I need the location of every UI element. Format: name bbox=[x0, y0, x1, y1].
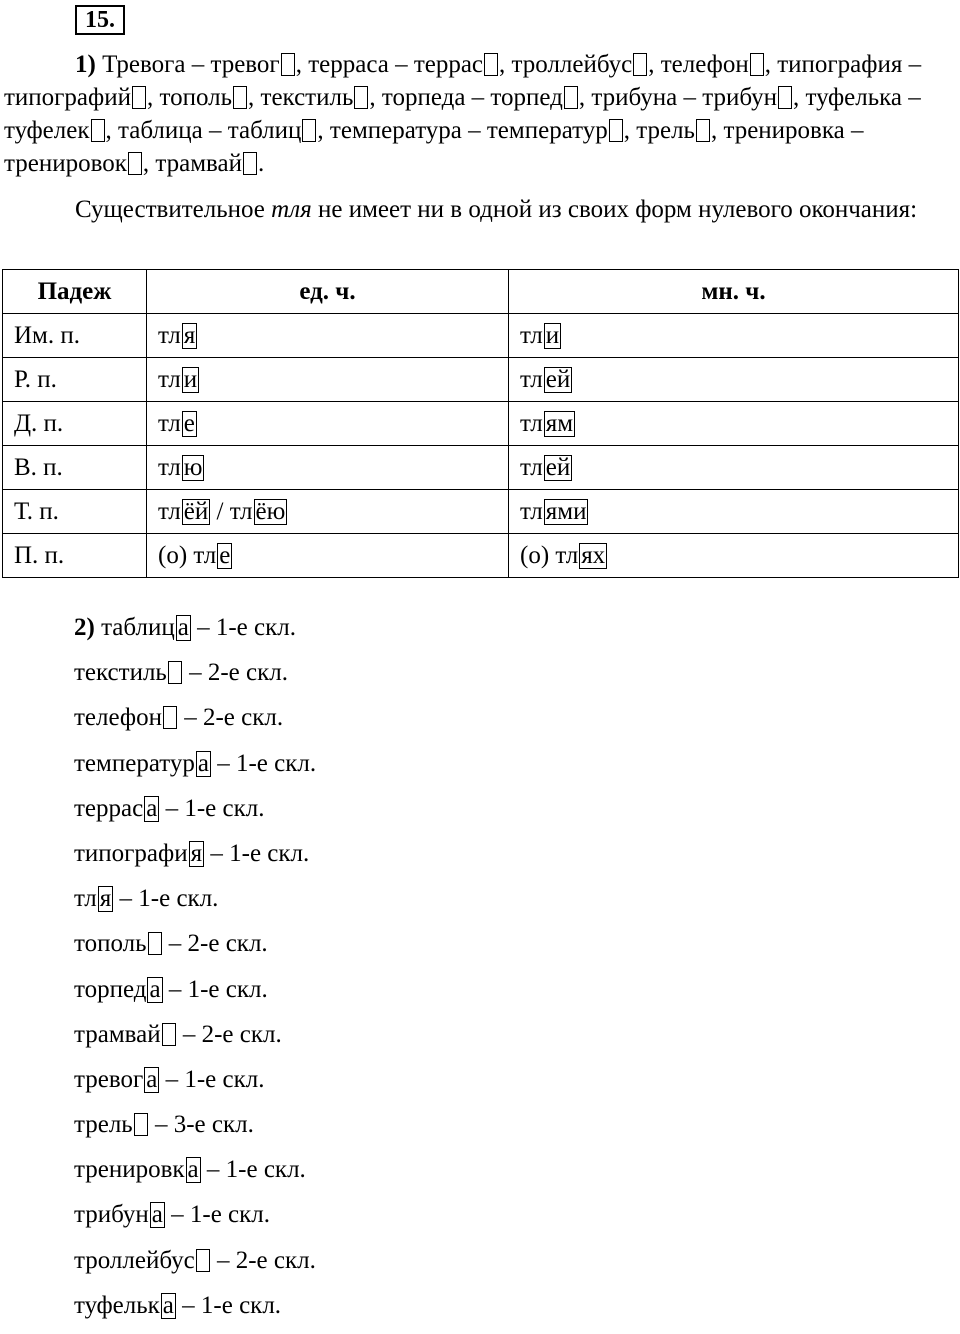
declension-label: – 2-е скл. bbox=[162, 930, 268, 958]
word-stem: троллейбус bbox=[74, 1246, 195, 1274]
list-item bbox=[74, 837, 316, 882]
word-form: текстиль bbox=[260, 84, 354, 111]
empty-ending-box bbox=[354, 86, 368, 109]
ending-box: а bbox=[146, 794, 158, 822]
empty-ending-box bbox=[162, 1023, 176, 1046]
declension-label: – 1-е скл. bbox=[210, 749, 317, 777]
plural-cell bbox=[509, 490, 959, 534]
declension-label: – 2-е скл. bbox=[182, 659, 288, 687]
plural-cell bbox=[509, 446, 959, 490]
list-item bbox=[74, 1289, 316, 1334]
part1-label: 1) bbox=[75, 51, 96, 78]
word-stem: трель bbox=[74, 1111, 133, 1139]
ending-box: а bbox=[162, 1291, 174, 1319]
case-cell: В. п. bbox=[3, 446, 147, 490]
ending-box: я bbox=[183, 321, 196, 349]
word-form: температура – температур bbox=[329, 117, 608, 144]
separator: , bbox=[369, 84, 382, 111]
plural-cell bbox=[509, 402, 959, 446]
declension-label: – 2-е скл. bbox=[176, 1020, 282, 1048]
table-header-row bbox=[3, 270, 959, 314]
case-cell: П. п. bbox=[3, 534, 147, 578]
empty-ending-box bbox=[633, 53, 647, 76]
table-row bbox=[3, 490, 959, 534]
ending-box: ёй bbox=[183, 497, 209, 525]
empty-ending-box bbox=[134, 1113, 148, 1136]
word-form: типография – типографий bbox=[4, 51, 922, 111]
word-stem: (о) тл bbox=[520, 541, 579, 569]
empty-ending-box bbox=[233, 86, 247, 109]
empty-ending-box bbox=[132, 86, 146, 109]
word-stem: тл bbox=[158, 365, 181, 393]
declension-label: – 1-е скл. bbox=[190, 614, 296, 641]
list-item bbox=[74, 1244, 316, 1289]
word-stem: телефон bbox=[74, 704, 162, 732]
empty-ending-box bbox=[281, 53, 295, 76]
declension-label: – 1-е скл. bbox=[164, 1201, 271, 1229]
empty-ending-box bbox=[163, 706, 177, 729]
word-stem: туфельк bbox=[74, 1291, 160, 1319]
word-stem: / тл bbox=[210, 497, 253, 525]
word-stem: тополь bbox=[74, 930, 147, 958]
word-stem: тл bbox=[158, 497, 181, 525]
ending-box: а bbox=[177, 614, 189, 641]
list-item bbox=[74, 611, 316, 656]
ending-box: ях bbox=[581, 541, 606, 569]
list-item bbox=[74, 973, 316, 1018]
header-case: Падеж bbox=[3, 270, 147, 314]
separator: , bbox=[248, 84, 261, 111]
word-stem: тл bbox=[520, 365, 543, 393]
plural-cell bbox=[509, 314, 959, 358]
plural-cell bbox=[509, 358, 959, 402]
declension-label: – 1-е скл. bbox=[113, 885, 219, 913]
empty-ending-box bbox=[148, 932, 162, 955]
list-item bbox=[74, 1198, 316, 1243]
ending-box: я bbox=[190, 839, 203, 867]
list-item bbox=[74, 701, 316, 746]
word-stem: тл bbox=[520, 409, 543, 437]
list-item bbox=[74, 927, 316, 972]
word-stem: (о) тл bbox=[158, 541, 217, 569]
list-item bbox=[74, 1018, 316, 1063]
ending-box: ям bbox=[545, 409, 574, 437]
table-body bbox=[3, 314, 959, 578]
table-row bbox=[3, 446, 959, 490]
declension-label: – 1-е скл. bbox=[162, 975, 268, 1003]
word-stem: террас bbox=[74, 794, 144, 822]
separator: , bbox=[764, 51, 778, 78]
table-row bbox=[3, 314, 959, 358]
declension-label: – 1-е скл. bbox=[200, 1156, 306, 1184]
word-stem: торпед bbox=[74, 975, 147, 1003]
list-item bbox=[74, 1063, 316, 1108]
list-item bbox=[74, 882, 316, 927]
ending-box: а bbox=[151, 1201, 163, 1229]
word-stem: тл bbox=[520, 321, 543, 349]
word-form: тополь bbox=[159, 84, 233, 111]
declension-label: – 2-е скл. bbox=[210, 1246, 316, 1274]
header-plural: мн. ч. bbox=[509, 270, 959, 314]
word-stem: тл bbox=[74, 885, 97, 913]
ending-box: ю bbox=[183, 453, 203, 481]
word-stem: тревог bbox=[74, 1065, 144, 1093]
empty-ending-box bbox=[243, 152, 257, 175]
word-form: трель bbox=[636, 117, 695, 144]
note-after: не имеет ни в одной из своих форм нулевого окончания: bbox=[311, 196, 918, 223]
declension-list bbox=[74, 611, 316, 1334]
singular-cell bbox=[147, 534, 509, 578]
ending-box: а bbox=[149, 975, 161, 1003]
empty-ending-box bbox=[302, 119, 316, 142]
ending-box: ями bbox=[545, 497, 587, 525]
word-form: терраса – террас bbox=[308, 51, 484, 78]
empty-ending-box bbox=[609, 119, 623, 142]
separator: , bbox=[793, 84, 806, 111]
singular-cell bbox=[147, 314, 509, 358]
ending-box: а bbox=[187, 1156, 199, 1184]
part1-paragraph bbox=[4, 48, 956, 180]
empty-ending-box bbox=[696, 119, 710, 142]
word-form: торпеда – торпед bbox=[381, 84, 563, 111]
separator: , bbox=[623, 117, 637, 144]
word-stem: температур bbox=[74, 749, 195, 777]
header-singular: ед. ч. bbox=[147, 270, 509, 314]
separator: , bbox=[147, 84, 160, 111]
declension-label: – 3-е скл. bbox=[148, 1111, 254, 1139]
declension-label: – 2-е скл. bbox=[177, 704, 284, 732]
case-cell: Р. п. bbox=[3, 358, 147, 402]
empty-ending-box bbox=[168, 661, 182, 684]
ending-box: ей bbox=[545, 453, 571, 481]
separator: , bbox=[499, 51, 512, 78]
separator: . bbox=[257, 150, 265, 177]
singular-cell bbox=[147, 358, 509, 402]
ending-box: я bbox=[99, 885, 112, 913]
declension-table bbox=[2, 269, 959, 578]
word-form: туфелька – туфелек bbox=[4, 84, 921, 144]
ending-box: и bbox=[183, 365, 198, 393]
word-stem: тл bbox=[520, 497, 543, 525]
word-stem: типографи bbox=[74, 839, 188, 867]
list-item bbox=[74, 1153, 316, 1198]
note-before: Существительное bbox=[75, 196, 272, 223]
empty-ending-box bbox=[128, 152, 142, 175]
exercise-number: 15. bbox=[75, 5, 125, 35]
word-stem: трибун bbox=[74, 1201, 149, 1229]
singular-cell bbox=[147, 446, 509, 490]
word-stem: тл bbox=[158, 321, 181, 349]
singular-cell bbox=[147, 402, 509, 446]
note-paragraph bbox=[4, 193, 956, 226]
ending-box: е bbox=[219, 541, 231, 569]
empty-ending-box bbox=[91, 119, 105, 142]
part1-items bbox=[4, 51, 921, 177]
declension-label: – 1-е скл. bbox=[159, 794, 265, 822]
word-stem: тренировк bbox=[74, 1156, 185, 1184]
word-stem: таблиц bbox=[94, 614, 175, 641]
word-form: тренировка – тренировок bbox=[4, 117, 864, 177]
list-item bbox=[74, 792, 316, 837]
word-form: таблица – таблиц bbox=[118, 117, 302, 144]
ending-box: и bbox=[545, 321, 560, 349]
separator: , bbox=[317, 117, 330, 144]
ending-box: а bbox=[197, 749, 209, 777]
empty-ending-box bbox=[750, 53, 764, 76]
case-cell: Т. п. bbox=[3, 490, 147, 534]
word-stem: тл bbox=[158, 453, 181, 481]
part2-label: 2) bbox=[74, 614, 95, 641]
list-item bbox=[74, 747, 316, 792]
table-row bbox=[3, 534, 959, 578]
word-stem: тл bbox=[158, 409, 181, 437]
word-form: телефон bbox=[660, 51, 749, 78]
word-form: троллейбус bbox=[511, 51, 633, 78]
word-stem: трамвай bbox=[74, 1020, 161, 1048]
case-cell: Им. п. bbox=[3, 314, 147, 358]
list-item bbox=[74, 1108, 316, 1153]
declension-label: – 1-е скл. bbox=[204, 839, 310, 867]
ending-box: а bbox=[146, 1065, 158, 1093]
empty-ending-box bbox=[484, 53, 498, 76]
ending-box: е bbox=[183, 409, 195, 437]
separator: , bbox=[105, 117, 118, 144]
word-form: трибуна – трибун bbox=[591, 84, 777, 111]
empty-ending-box bbox=[778, 86, 792, 109]
word-stem: текстиль bbox=[74, 659, 167, 687]
word-form: Тревога – тревог bbox=[95, 51, 280, 78]
singular-cell bbox=[147, 490, 509, 534]
list-item bbox=[74, 656, 316, 701]
empty-ending-box bbox=[196, 1249, 210, 1272]
plural-cell bbox=[509, 534, 959, 578]
table-row bbox=[3, 402, 959, 446]
note-word: тля bbox=[271, 196, 312, 223]
separator: , bbox=[710, 117, 724, 144]
separator: , bbox=[295, 51, 309, 78]
separator: , bbox=[648, 51, 661, 78]
word-stem: тл bbox=[520, 453, 543, 481]
table-row bbox=[3, 358, 959, 402]
empty-ending-box bbox=[564, 86, 578, 109]
ending-box: ей bbox=[545, 365, 571, 393]
separator: , bbox=[578, 84, 592, 111]
ending-box: ёю bbox=[255, 497, 286, 525]
case-cell: Д. п. bbox=[3, 402, 147, 446]
word-form: трамвай bbox=[155, 150, 242, 177]
separator: , bbox=[142, 150, 156, 177]
declension-label: – 1-е скл. bbox=[175, 1291, 282, 1319]
declension-label: – 1-е скл. bbox=[159, 1065, 265, 1093]
